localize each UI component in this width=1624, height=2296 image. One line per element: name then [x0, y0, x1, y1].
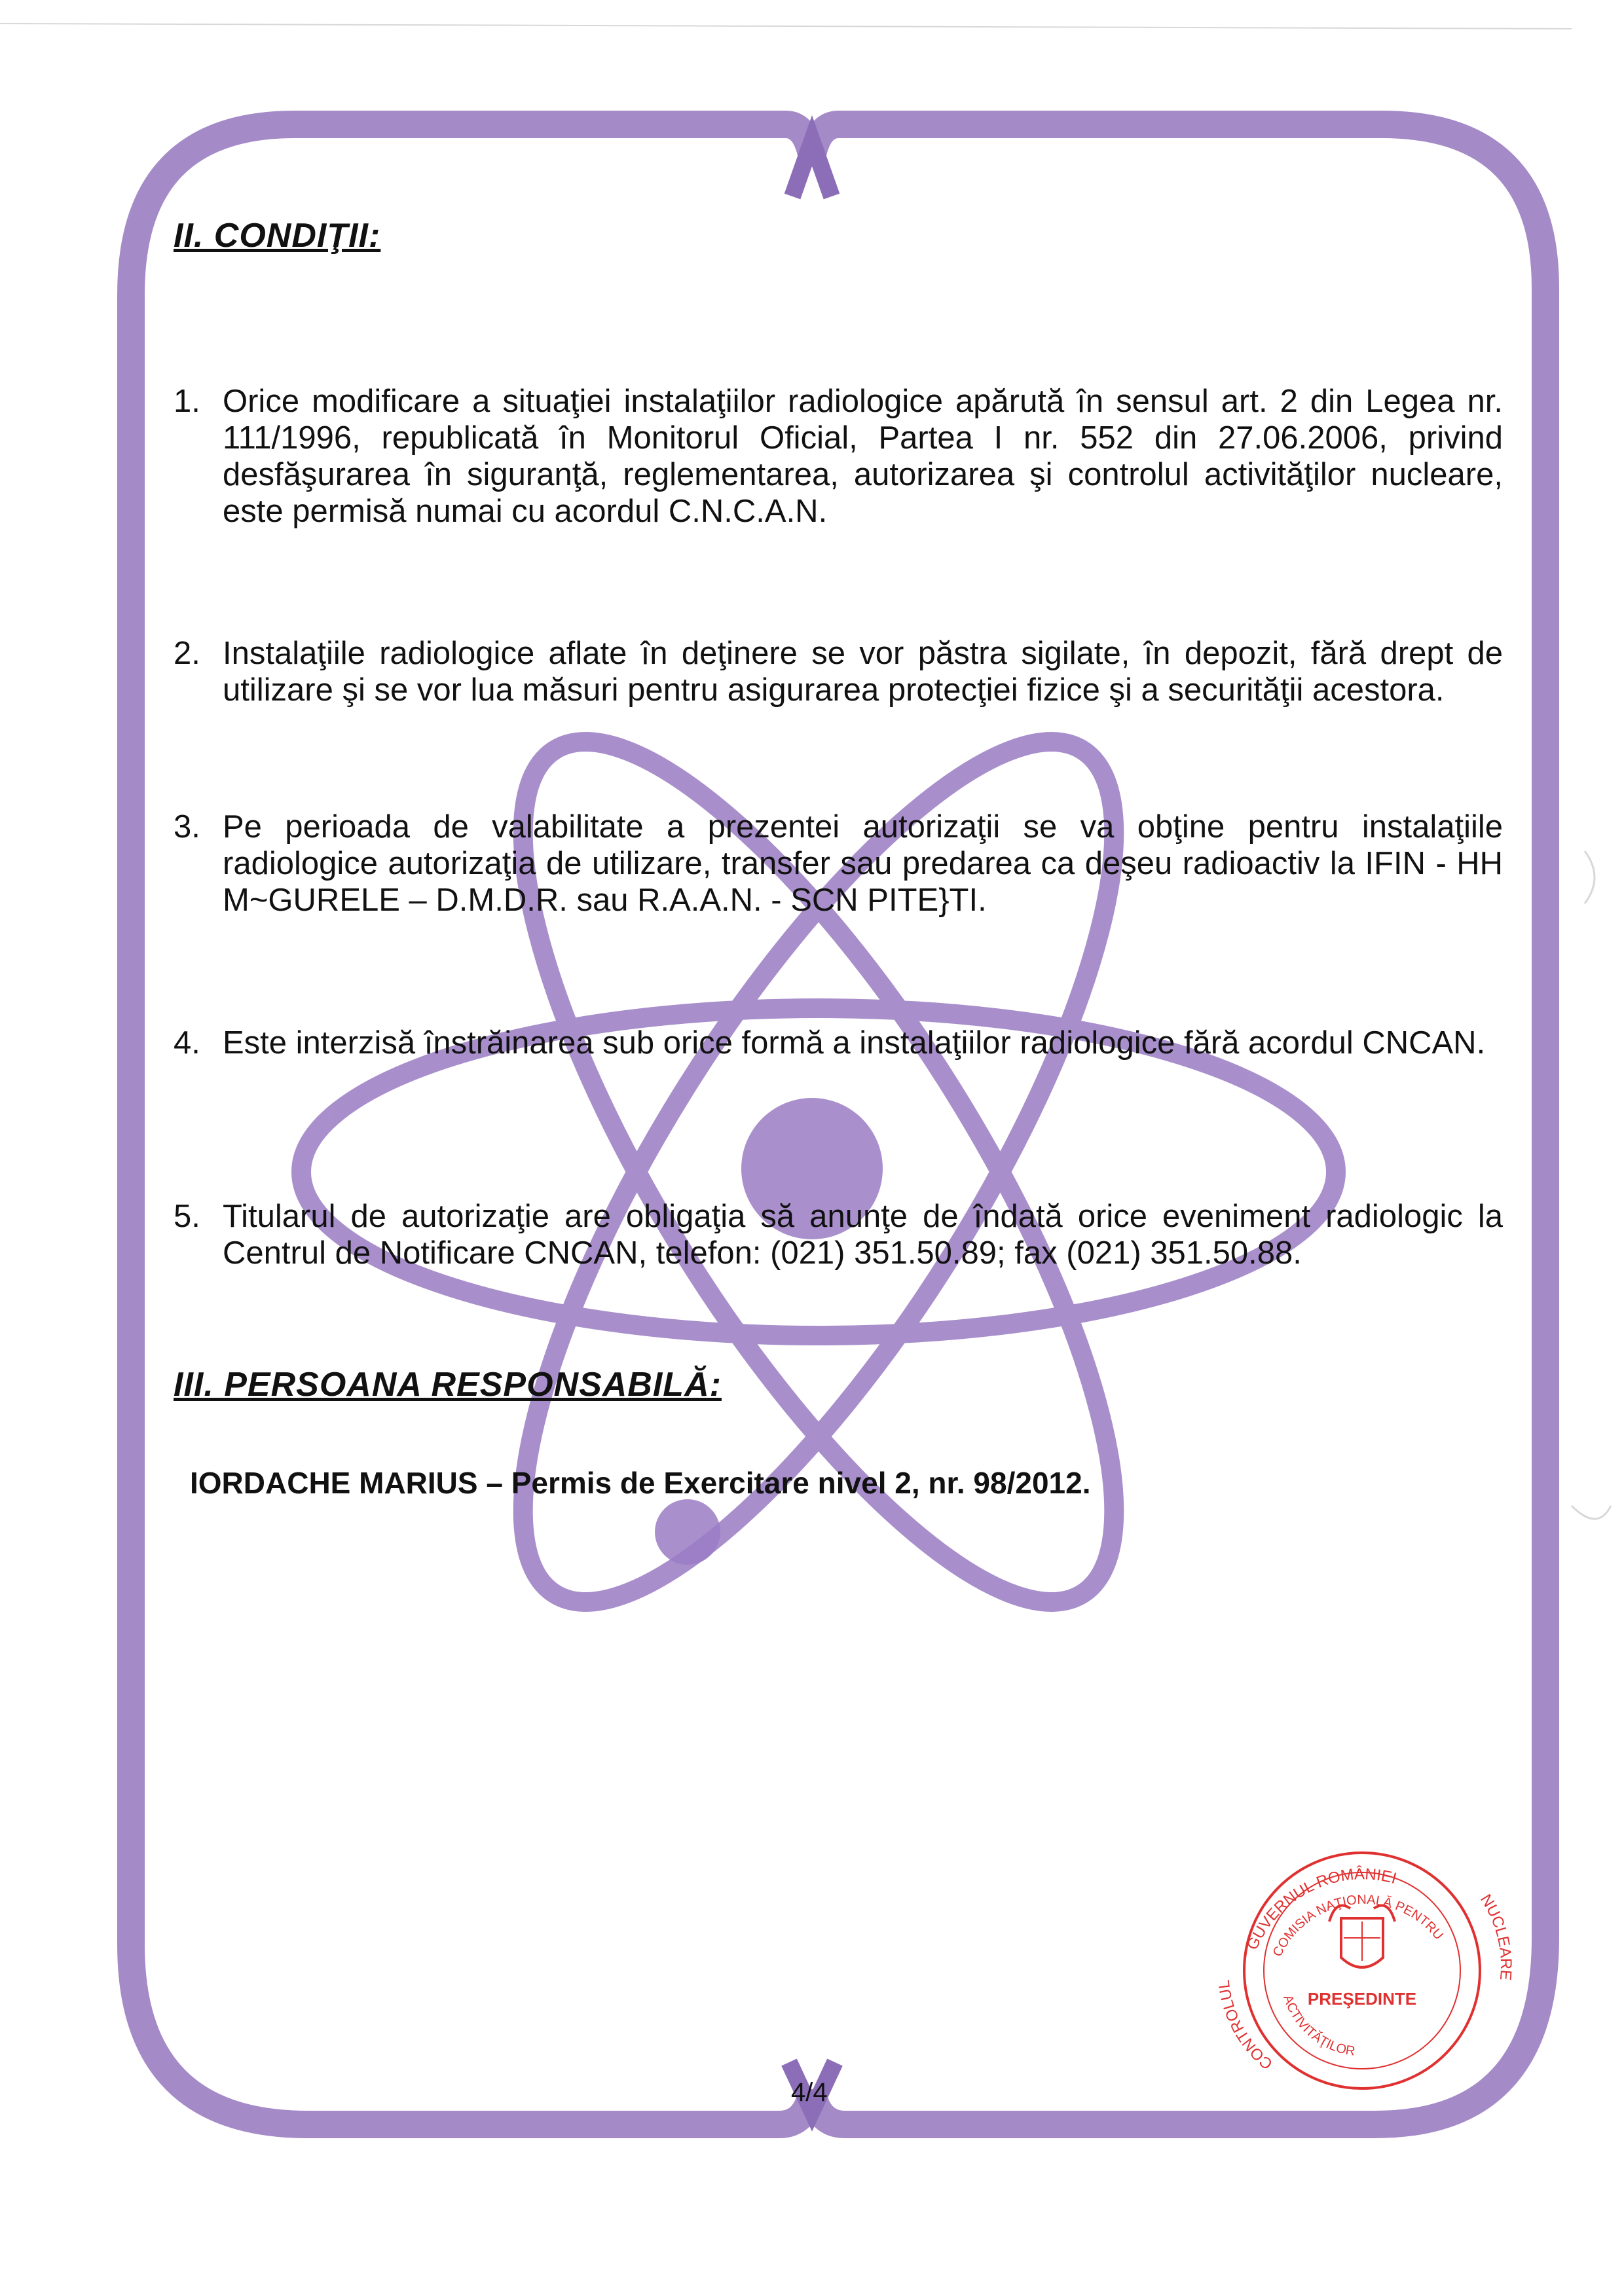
seal-inner-text-bottom: ACTIVITĂŢILOR: [1280, 1993, 1356, 2059]
coat-of-arms-icon: [1329, 1906, 1395, 1968]
section-responsible-heading: III. PERSOANA RESPONSABILĂ:: [174, 1366, 722, 1404]
seal-ring-text-top: GUVERNUL ROMÂNIEI: [1243, 1865, 1399, 1953]
condition-number: 2.: [174, 636, 200, 671]
condition-text: Pe perioada de valabilitate a prezentei autorizaţii se va obţine pentru instalaţiile radiologice autorizaţia de utilizare, transfer sau predarea ca deşeu radioactiv la IFIN - HH M~GURELE – D.M.D.R. sau R.A.A.N. - SCN PITE}TI.: [223, 809, 1503, 918]
seal-ring-text-right: NUCLEARE: [1477, 1891, 1515, 1981]
seal-inner-text: COMISIA NAŢIONALĂ PENTRU: [1270, 1892, 1446, 1959]
seal-ring-text-left: CONTROLUL: [1215, 1978, 1276, 2073]
seal-outer-ring: [1244, 1853, 1480, 2088]
seal-center-label: PREŞEDINTE: [1307, 1989, 1417, 2009]
condition-text: Este interzisă înstrăinarea sub orice formă a instalaţiilor radiologice fără acordul CNCAN.: [223, 1025, 1486, 1061]
condition-number: 1.: [174, 384, 200, 419]
condition-text: Instalaţiile radiologice aflate în deţinere se vor păstra sigilate, în depozit, fără drept de utilizare şi se vor lua măsuri pentru asigurarea protecţiei fizice şi a securităţii acestora.: [223, 636, 1503, 708]
condition-number: 3.: [174, 809, 200, 845]
responsible-person: IORDACHE MARIUS – Permis de Exercitare nivel 2, nr. 98/2012.: [190, 1466, 1091, 1500]
condition-number: 4.: [174, 1025, 200, 1061]
section-conditions-heading: II. CONDIŢII:: [174, 217, 381, 255]
condition-text: Titularul de autorizaţie are obligaţia să anunţe de îndată orice eveniment radiologic la Centrul de Notificare CNCAN, telefon: (021) 351.50.89; fax (021) 351.50.88.: [223, 1199, 1503, 1271]
condition-text: Orice modificare a situaţiei instalaţiilor radiologice apărută în sensul art. 2 din Legea nr. 111/1996, republicată în Monitorul Oficial, Partea I nr. 552 din 27.06.2006, privind desfăşurarea în siguranţă, reglementarea, autorizarea şi controlul activităţilor nucleare, este permisă numai cu acordul C.N.C.A.N.: [223, 384, 1503, 529]
condition-number: 5.: [174, 1199, 200, 1234]
page-number: 4/4: [791, 2078, 828, 2107]
